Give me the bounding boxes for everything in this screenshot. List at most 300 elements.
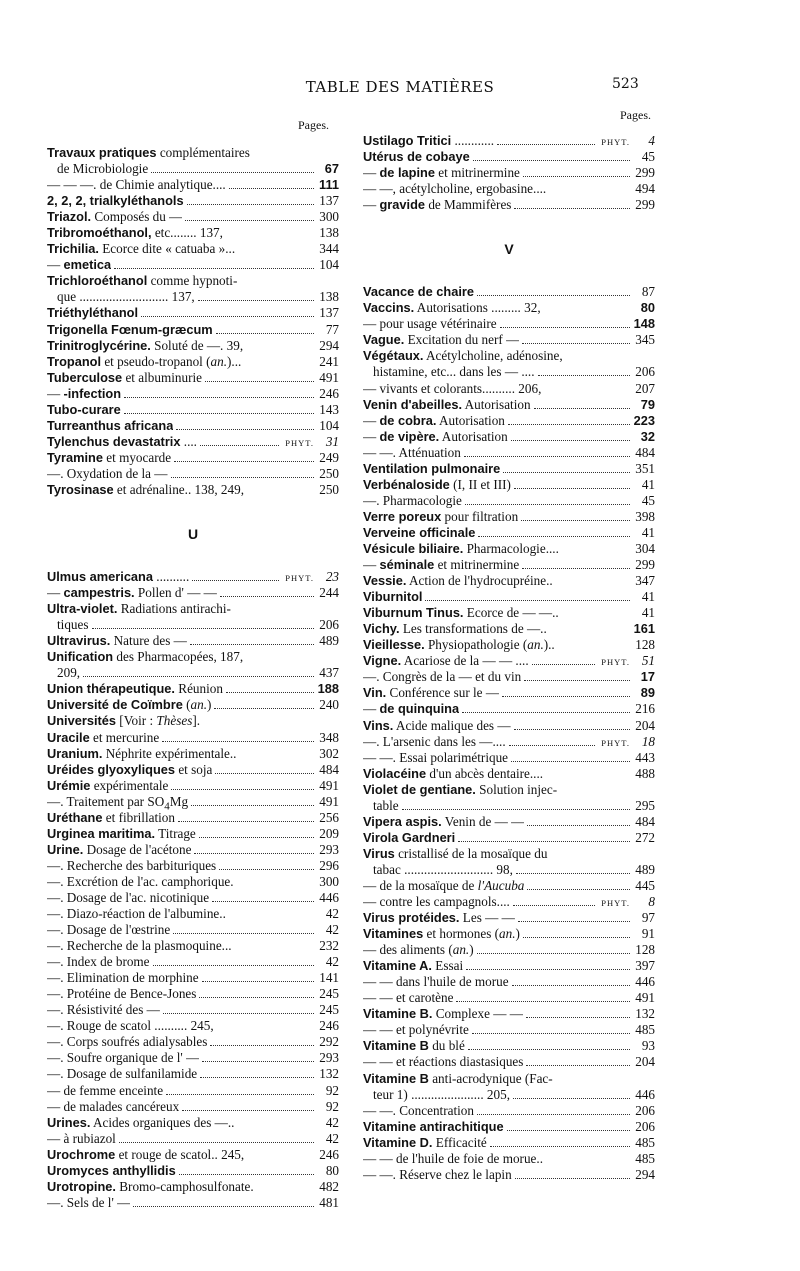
entry-text: Vichy. Les transformations de —.. — [363, 621, 547, 637]
entry-page: 23 — [325, 569, 339, 585]
leader-dots — [190, 644, 314, 645]
index-entry — [363, 445, 655, 461]
index-entry — [363, 316, 655, 332]
leader-dots — [229, 188, 314, 189]
entry-text: —. Résistivité des — — [47, 1002, 160, 1018]
entry-text: — de vipère. Autorisation — [363, 428, 508, 444]
leader-dots — [526, 1065, 630, 1066]
entry-text: — pour usage vétérinaire — [363, 316, 497, 332]
entry-page: 485 — [635, 1022, 655, 1038]
index-entry — [47, 338, 339, 354]
entry-page: 111 — [319, 177, 339, 193]
entry-text: Virola Gardneri — [363, 829, 456, 845]
index-entry — [363, 637, 655, 653]
entry-page: 272 — [635, 829, 655, 845]
entry-page: 93 — [641, 1038, 655, 1054]
entry-text: — campestris. Pollen d' — — — [47, 585, 217, 601]
entry-text: Ulmus americana .......... — [47, 569, 190, 585]
leader-dots — [162, 741, 314, 742]
entry-text: Tubo-curare — [47, 401, 121, 417]
leader-dots — [187, 204, 314, 205]
entry-text: —. Diazo-réaction de l'albumine.. — [47, 906, 226, 922]
entry-text: Tribromoéthanol, etc........ 137, — [47, 225, 223, 241]
leader-dots — [199, 837, 314, 838]
leader-dots — [518, 921, 630, 922]
entry-text: Union thérapeutique. Réunion — [47, 681, 223, 697]
entry-text: Trinitroglycérine. Soluté de —. 39, — [47, 337, 244, 353]
leader-dots — [532, 664, 596, 665]
index-entry — [47, 1131, 339, 1147]
leader-dots — [153, 965, 314, 966]
entry-page: 41 — [641, 524, 655, 540]
entry-text: de Microbiologie — [57, 161, 149, 177]
entry-page: 137 — [319, 305, 339, 321]
entry-page: 292 — [319, 1034, 339, 1050]
entry-page: 92 — [325, 1082, 339, 1098]
entry-page: 299 — [635, 197, 655, 213]
index-entry — [363, 1167, 655, 1183]
entry-text: — —. Concentration — [363, 1102, 474, 1118]
entry-text: Vacance de chaire — [363, 284, 474, 300]
index-entry — [363, 1151, 655, 1167]
index-entry — [47, 273, 339, 305]
entry-text: Vieillesse. Physiopathologie (an.).. — [363, 637, 555, 653]
entry-text: Vésicule biliaire. Pharmacologie.... — [363, 540, 559, 556]
leader-dots — [458, 841, 630, 842]
index-entry — [47, 450, 339, 466]
phyt-label: PHYT. — [601, 737, 630, 748]
index-entry — [47, 633, 339, 649]
leader-dots — [202, 1061, 314, 1062]
entry-text: Végétaux. Acétylcholine, adénosine, — [363, 348, 563, 364]
entry-page: 80 — [640, 300, 655, 316]
entry-text: — —, acétylcholine, ergobasine.... — [363, 181, 547, 197]
index-entry — [363, 165, 655, 181]
index-entry — [363, 669, 655, 685]
leader-dots — [202, 981, 314, 982]
index-entry — [363, 1038, 655, 1054]
entry-page: 489 — [635, 861, 655, 877]
leader-dots — [194, 853, 314, 854]
index-column-right — [363, 133, 655, 1183]
entry-page: 446 — [319, 889, 339, 905]
entry-text: tiques — [57, 617, 89, 633]
index-entry — [47, 1050, 339, 1066]
entry-text: Viburnitol — [363, 589, 423, 605]
index-entry — [363, 701, 655, 717]
index-entry — [363, 557, 655, 573]
leader-dots — [200, 445, 279, 446]
entry-text: Utérus de cobaye — [363, 149, 470, 165]
index-entry — [363, 990, 655, 1006]
index-entry — [363, 461, 655, 477]
entry-text: —. Congrès de la — et du vin — [363, 669, 522, 685]
entry-page: 345 — [635, 332, 655, 348]
entry-page: 293 — [319, 1050, 339, 1066]
leader-dots — [513, 1098, 630, 1099]
leader-dots — [465, 504, 630, 505]
index-entry — [47, 1099, 339, 1115]
entry-text: —. Protéine de Bence-Jones — [47, 986, 197, 1002]
leader-dots — [522, 343, 630, 344]
entry-page: 137 — [319, 193, 339, 209]
leader-dots — [214, 708, 314, 709]
entry-page: 491 — [635, 990, 655, 1006]
entry-page: 104 — [319, 257, 339, 273]
leader-dots — [92, 628, 314, 629]
index-entry — [47, 730, 339, 746]
index-entry — [47, 585, 339, 601]
leader-dots — [191, 805, 314, 806]
leader-dots — [212, 901, 314, 902]
entry-page: 148 — [633, 316, 655, 332]
leader-dots — [523, 937, 630, 938]
entry-page: 45 — [641, 492, 655, 508]
index-entry — [363, 605, 655, 621]
entry-page: 206 — [635, 1102, 655, 1118]
entry-page: 294 — [319, 337, 339, 353]
entry-text: Uromyces anthyllidis — [47, 1162, 176, 1178]
index-entry — [363, 1022, 655, 1038]
leader-dots — [216, 333, 314, 334]
index-entry — [363, 1071, 655, 1103]
entries-t-list — [47, 145, 339, 498]
entry-text: Vaccins. Autorisations ......... 32, — [363, 300, 541, 316]
entry-page: 246 — [319, 1146, 339, 1162]
entry-text: — —. Atténuation — [363, 444, 461, 460]
leader-dots — [490, 1146, 630, 1147]
entry-text: Ventilation pulmonaire — [363, 460, 501, 476]
entry-text: Venin d'abeilles. Autorisation — [363, 396, 531, 412]
entry-text: — — et polynévrite — [363, 1022, 469, 1038]
entry-page: 485 — [635, 1150, 655, 1166]
entry-text: — de lapine et mitrinermine — [363, 165, 520, 181]
entry-page: 398 — [635, 508, 655, 524]
entry-text: — —. Essai polarimétrique — [363, 749, 509, 765]
leader-dots — [176, 429, 314, 430]
index-entry — [47, 954, 339, 970]
index-entry — [363, 926, 655, 942]
entry-text: 2, 2, 2, trialkyléthanols — [47, 193, 184, 209]
entry-text: Travaux pratiques complémentaires — [47, 145, 250, 160]
index-entry — [363, 878, 655, 894]
leader-dots — [527, 889, 630, 890]
entry-page: 240 — [319, 697, 339, 713]
index-entry — [47, 1147, 339, 1163]
index-entry — [363, 1054, 655, 1070]
entries-u-continued-list — [363, 133, 655, 213]
leader-dots — [198, 300, 314, 301]
index-entry — [47, 322, 339, 338]
leader-dots — [524, 680, 630, 681]
entry-page: 246 — [319, 385, 339, 401]
entry-page: 138 — [319, 225, 339, 241]
leader-dots — [425, 600, 630, 601]
leader-dots — [511, 761, 630, 762]
entry-page: 304 — [635, 540, 655, 556]
entry-page: 77 — [325, 321, 339, 337]
index-entry — [363, 734, 655, 750]
index-entry — [363, 197, 655, 213]
leader-dots — [500, 327, 630, 328]
leader-dots — [179, 1174, 314, 1175]
index-entry — [47, 1115, 339, 1131]
index-entry — [363, 718, 655, 734]
leader-dots — [513, 905, 595, 906]
entry-page: 209 — [319, 825, 339, 841]
entry-page: 245 — [319, 1002, 339, 1018]
index-entry — [47, 826, 339, 842]
leader-dots — [497, 144, 595, 145]
entry-page: 206 — [319, 617, 339, 633]
leader-dots — [509, 745, 596, 746]
entry-page: 80 — [325, 1162, 339, 1178]
entry-page: 293 — [319, 841, 339, 857]
entry-text: — de femme enceinte — [47, 1082, 164, 1098]
entry-text: Violet de gentiane. Solution injec- — [363, 781, 558, 797]
entry-text: Tuberculose et albuminurie — [47, 369, 202, 385]
entry-page: 437 — [319, 665, 339, 681]
entry-text: —. Traitement par $SO_4Mg$ — [47, 793, 189, 813]
entry-page: 223 — [633, 412, 655, 428]
leader-dots — [215, 773, 314, 774]
entry-text: — —. Réserve chez le lapin — [363, 1166, 512, 1182]
index-entry — [363, 1103, 655, 1119]
section-letter-u: U — [187, 526, 199, 543]
index-entry — [47, 1179, 339, 1195]
index-entry — [363, 910, 655, 926]
entry-page: 104 — [319, 417, 339, 433]
leader-dots — [119, 1142, 314, 1143]
pages-label-right: Pages. — [620, 108, 651, 122]
entry-page: 488 — [635, 765, 655, 781]
entry-page: 141 — [319, 970, 339, 986]
entry-text: Ultra-violet. Radiations antirachi- — [47, 601, 231, 617]
leader-dots — [205, 381, 314, 382]
index-entry — [363, 1135, 655, 1151]
entry-text: —. Elimination de morphine — [47, 970, 199, 986]
leader-dots — [219, 869, 314, 870]
phyt-label: PHYT. — [601, 657, 630, 668]
phyt-label: PHYT. — [285, 437, 314, 448]
index-entry — [363, 1006, 655, 1022]
index-entry — [47, 1066, 339, 1082]
entry-text: — de malades cancéreux — [47, 1098, 180, 1114]
entry-text: — emetica — [47, 257, 112, 273]
index-entry — [47, 922, 339, 938]
leader-dots — [502, 696, 630, 697]
entry-page: 42 — [325, 1114, 339, 1130]
entry-text: — des aliments (an.) — [363, 942, 474, 958]
entry-text: — de la mosaïque de l'Aucuba — [363, 877, 525, 893]
entry-page: 206 — [635, 1118, 655, 1134]
entry-page: 204 — [635, 717, 655, 733]
index-entry — [363, 958, 655, 974]
entry-text: —. Recherche de la plasmoquine... — [47, 938, 232, 954]
index-entry — [47, 370, 339, 386]
entry-page: 491 — [319, 777, 339, 793]
entry-text: — — —. de Chimie analytique.... — [47, 177, 226, 193]
index-entry — [363, 493, 655, 509]
phyt-label: PHYT. — [285, 573, 314, 584]
entry-text: — — et carotène — [363, 990, 454, 1006]
index-entry — [47, 697, 339, 713]
index-entry — [363, 782, 655, 814]
entry-text: Verveine officinale — [363, 524, 476, 540]
entry-text: Viburnum Tinus. Ecorce de — —.. — [363, 605, 559, 621]
entry-page: 216 — [635, 701, 655, 717]
entries-u-list — [47, 569, 339, 1211]
leader-dots — [468, 1049, 630, 1050]
entry-text: que ........................... 137, — [57, 289, 195, 305]
index-entry — [47, 810, 339, 826]
entry-text: Trigonella Fœnum-græcum — [47, 321, 213, 337]
entry-text: — vivants et colorants.......... 206, — [363, 380, 542, 396]
entry-page: 295 — [635, 797, 655, 813]
index-entry — [47, 1163, 339, 1179]
leader-dots — [514, 208, 630, 209]
index-entry — [363, 750, 655, 766]
entry-text: — gravide de Mammifères — [363, 197, 512, 213]
entry-page: 245 — [319, 986, 339, 1002]
leader-dots — [477, 1114, 630, 1115]
index-entry — [47, 241, 339, 257]
index-entry — [363, 149, 655, 165]
index-entry — [363, 846, 655, 878]
leader-dots — [516, 873, 630, 874]
entry-text: —. Soufre organique de l' — — [47, 1050, 200, 1066]
entry-page: 299 — [635, 557, 655, 573]
entry-page: 41 — [641, 589, 655, 605]
entry-page: 206 — [635, 364, 655, 380]
entry-page: 17 — [640, 669, 655, 685]
page-header-title: TABLE DES MATIÈRES — [305, 78, 495, 96]
entry-page: 246 — [319, 1018, 339, 1034]
entry-page: 484 — [635, 444, 655, 460]
entry-text: Ultravirus. Nature des — — [47, 633, 187, 649]
index-entry — [363, 509, 655, 525]
entry-page: 204 — [635, 1054, 655, 1070]
index-entry — [47, 906, 339, 922]
leader-dots — [210, 1045, 314, 1046]
phyt-label: PHYT. — [601, 137, 630, 147]
entry-text: Vitamine A. Essai — [363, 958, 464, 974]
entry-page: 67 — [324, 161, 339, 177]
index-entry — [363, 766, 655, 782]
entry-text: Vitamine B. Complexe — — — [363, 1006, 523, 1022]
entry-text: Urine. Dosage de l'acétone — [47, 841, 192, 857]
index-entry — [47, 858, 339, 874]
entry-text: Uréides glyoxyliques et soja — [47, 761, 213, 777]
entry-text: Ustilago Tritici ............ — [363, 133, 495, 148]
section-letter-v: V — [504, 241, 514, 258]
entry-text: Tyramine et myocarde — [47, 449, 172, 465]
leader-dots — [124, 413, 314, 414]
leader-dots — [456, 1001, 630, 1002]
leader-dots — [178, 821, 314, 822]
entry-text: histamine, etc... dans les — .... — [373, 364, 535, 380]
entry-page: 347 — [635, 573, 655, 589]
index-entry — [363, 589, 655, 605]
entry-text: —. L'arsenic dans les —.... — [363, 733, 506, 749]
entry-page: 87 — [641, 284, 655, 300]
index-entry — [47, 466, 339, 482]
entry-page: 296 — [319, 857, 339, 873]
leader-dots — [124, 397, 314, 398]
entry-page: 51 — [641, 653, 655, 669]
index-entry — [47, 257, 339, 273]
entry-page: 42 — [325, 922, 339, 938]
entry-page: 445 — [635, 877, 655, 893]
index-entry — [363, 181, 655, 197]
index-entry — [363, 284, 655, 300]
entry-page: 132 — [635, 1006, 655, 1022]
entry-text: Turreanthus africana — [47, 417, 174, 433]
leader-dots — [538, 375, 630, 376]
leader-dots — [511, 440, 630, 441]
entry-page: 128 — [635, 637, 655, 653]
index-entry — [47, 145, 339, 177]
index-entry — [47, 649, 339, 681]
entries-v-list — [363, 284, 655, 1183]
leader-dots — [226, 692, 314, 693]
index-entry — [47, 762, 339, 778]
leader-dots — [473, 160, 630, 161]
index-entry — [363, 429, 655, 445]
entry-page: 446 — [635, 1086, 655, 1102]
leader-dots — [477, 295, 630, 296]
entry-text: Tyrosinase et adrénaline.. 138, 249, — [47, 481, 244, 497]
entry-page: 491 — [319, 793, 339, 809]
entry-page: 494 — [635, 181, 655, 197]
entry-text: —. Dosage de sulfanilamide — [47, 1066, 198, 1082]
index-entry — [363, 541, 655, 557]
index-entry — [47, 601, 339, 633]
entry-page: 249 — [319, 449, 339, 465]
leader-dots — [523, 176, 630, 177]
leader-dots — [185, 220, 314, 221]
entry-text: —. Rouge de scatol .......... 245, — [47, 1018, 214, 1034]
entry-page: 250 — [319, 481, 339, 497]
entry-text: Verbénaloside (I, II et III) — [363, 476, 511, 492]
entry-text: —. Oxydation de la — — [47, 465, 168, 481]
leader-dots — [527, 825, 630, 826]
entry-text: Vitamine antirachitique — [363, 1118, 504, 1134]
leader-dots — [514, 488, 630, 489]
index-entry — [363, 397, 655, 413]
leader-dots — [522, 568, 630, 569]
index-entry — [363, 573, 655, 589]
entry-page: 299 — [635, 165, 655, 181]
leader-dots — [508, 424, 630, 425]
entry-text: Vins. Acide malique des — — [363, 717, 511, 733]
leader-dots — [514, 729, 630, 730]
entry-text: Vipera aspis. Venin de — — — [363, 813, 525, 829]
entry-page: 302 — [319, 745, 339, 761]
entry-page: 484 — [319, 761, 339, 777]
entry-page: 491 — [319, 369, 339, 385]
entry-page: 244 — [319, 585, 339, 601]
entry-page: 18 — [641, 733, 655, 749]
entry-text: Vitamines et hormones (an.) — [363, 926, 520, 942]
entry-text: —. Corps soufrés adialysables — [47, 1034, 208, 1050]
leader-dots — [171, 789, 314, 790]
index-entry — [47, 793, 339, 813]
index-entry — [47, 938, 339, 954]
entry-text: Universités [Voir : Thèses]. — [47, 713, 201, 729]
entry-page: 138 — [319, 289, 339, 305]
entry-page: 351 — [635, 460, 655, 476]
